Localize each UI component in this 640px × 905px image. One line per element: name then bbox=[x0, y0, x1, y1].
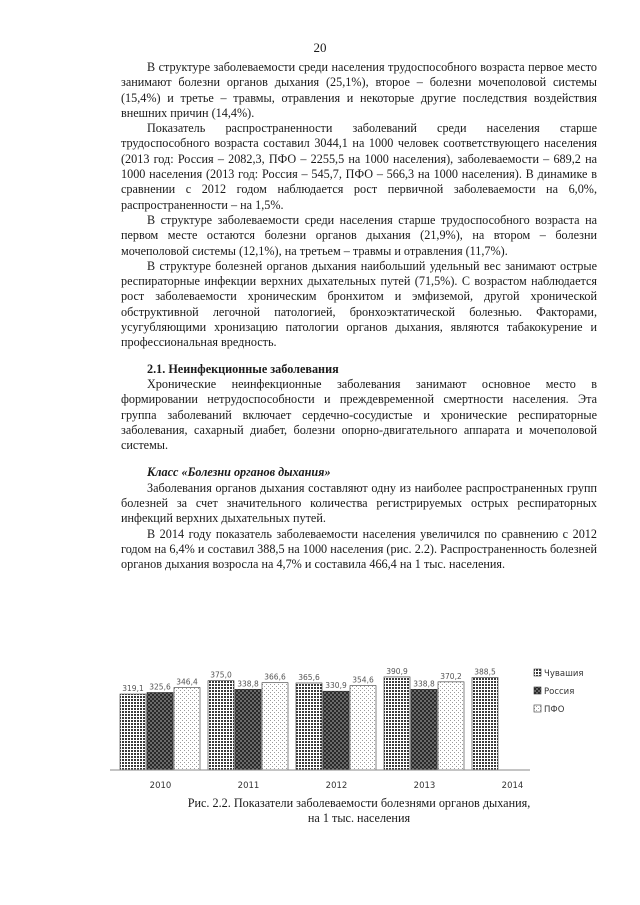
data-label: 319,1 bbox=[122, 684, 144, 694]
x-tick-label: 2011 bbox=[237, 781, 260, 791]
legend-label: ПФО bbox=[544, 705, 565, 715]
legend-swatch bbox=[534, 687, 541, 694]
caption-line-1: Рис. 2.2. Показатели заболеваемости болезнями органов дыхания, bbox=[187, 796, 531, 810]
x-tick-label: 2010 bbox=[149, 781, 172, 791]
document-body bbox=[121, 60, 597, 573]
legend-label: Чувашия bbox=[544, 669, 584, 679]
bar-Россия-2011 bbox=[235, 689, 261, 770]
bar-Чувашия-2012 bbox=[296, 683, 322, 770]
data-label: 365,6 bbox=[298, 672, 320, 682]
legend-swatch bbox=[534, 669, 541, 676]
bar-ПФО-2012 bbox=[350, 686, 376, 770]
data-label: 388,5 bbox=[474, 667, 496, 677]
page-number: 20 bbox=[313, 40, 327, 55]
data-label: 375,0 bbox=[210, 670, 232, 680]
x-tick-label: 2014 bbox=[501, 781, 524, 791]
paragraph-4: В структуре болезней органов дыхания наибольший удельный вес занимают острые респираторные инфекции верхних дыхательных путей (71,5%). С возрастом наблюдается рост заболеваемости хроническим бронхитом и эмфиземой, другой хронической обструктивной легочной патологией, бронхоэктатической болезнью. Факторами, усугубляющими хронизацию патологии органов дыхания, являются табакокурение и профессиональная вредность. bbox=[121, 258, 597, 350]
data-label: 325,6 bbox=[149, 682, 171, 692]
class-heading: Класс «Болезни органов дыхания» bbox=[147, 465, 331, 480]
section-heading: 2.1. Неинфекционные заболевания bbox=[147, 361, 339, 376]
data-label: 346,4 bbox=[176, 677, 198, 687]
paragraph-3: В структуре заболеваемости среди населения старше трудоспособного возраста на первом месте остаются болезни органов дыхания (21,9%), на втором – болезни мочеполовой системы (12,1%), на третьем – травмы и отравления (11,7%). bbox=[121, 212, 597, 258]
bar-ПФО-2010 bbox=[174, 688, 200, 770]
bar-Россия-2010 bbox=[147, 692, 173, 770]
bar-Чувашия-2013 bbox=[384, 677, 410, 770]
data-label: 366,6 bbox=[264, 672, 286, 682]
chart-svg bbox=[110, 660, 630, 795]
data-label: 354,6 bbox=[352, 675, 374, 685]
bar-Россия-2013 bbox=[411, 689, 437, 770]
bar-Чувашия-2014 bbox=[472, 678, 498, 771]
data-label: 338,8 bbox=[413, 679, 435, 689]
paragraph-6: Заболевания органов дыхания составляют одну из наиболее распространенных групп болезней за счет значительного количества регистрируемых острых респираторных инфекций верхних дыхательных путей. bbox=[121, 480, 597, 526]
paragraph-7: В 2014 году показатель заболеваемости населения увеличился по сравнению с 2012 годом на 6,4% и составил 388,5 на 1000 населения (рис. 2.2). Распространенность болезней органов дыхания возросла на 4,7% и составила 466,4 на 1 тыс. населения. bbox=[121, 526, 597, 572]
x-tick-label: 2013 bbox=[413, 781, 436, 791]
paragraph-2: Показатель распространенности заболеваний среди населения старше трудоспособного возраста составил 3044,1 на 1000 человек соответствующего населения (2013 год: Россия – 2082,3, ПФО – 2255,5 на 1000 населения), заболеваемости – 689,2 на 1000 населения (2013 год: Россия – 545,7, ПФО – 566,3 на 1000 населения). В динамике в сравнении с 2012 годом наблюдается рост первичной заболеваемости на 6,0%, распространенности – на 1,5%. bbox=[121, 121, 597, 212]
legend-label: Россия bbox=[544, 687, 575, 697]
legend-swatch bbox=[534, 705, 541, 712]
bar-Чувашия-2011 bbox=[208, 681, 234, 770]
paragraph-1: В структуре заболеваемости среди населения трудоспособного возраста первое место занимают болезни органов дыхания (25,1%), второе – болезни мочеполовой системы (15,4%) и третье – травмы, отравления и некоторые другие последствия воздействия внешних причин (14,4%). bbox=[121, 60, 597, 120]
data-label: 370,2 bbox=[440, 671, 462, 681]
bar-ПФО-2011 bbox=[262, 683, 288, 770]
bar-Чувашия-2010 bbox=[120, 694, 146, 770]
figure-caption bbox=[121, 796, 597, 826]
x-tick-label: 2012 bbox=[325, 781, 348, 791]
data-label: 390,9 bbox=[386, 666, 408, 676]
bar-Россия-2012 bbox=[323, 691, 349, 770]
caption-line-2: на 1 тыс. населения bbox=[307, 811, 411, 825]
bar-ПФО-2013 bbox=[438, 682, 464, 770]
data-label: 338,8 bbox=[237, 679, 259, 689]
data-label: 330,9 bbox=[325, 681, 347, 691]
paragraph-5: Хронические неинфекционные заболевания занимают основное место в формировании нетрудоспособности и преждевременной смертности населения. Эта группа заболеваний включает сердечно-сосудистые и хронические респираторные заболевания, сахарный диабет, болезни опорно-двигательного аппарата и мочеполовой системы. bbox=[121, 376, 597, 453]
respiratory-disease-chart bbox=[110, 660, 630, 795]
